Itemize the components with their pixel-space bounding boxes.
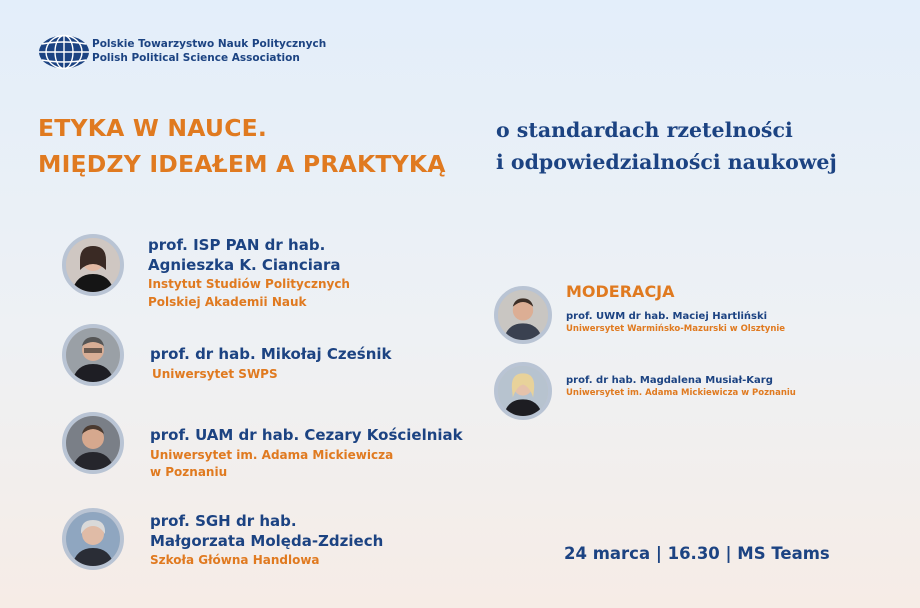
speaker-avatar	[62, 234, 124, 296]
moderator-name: prof. UWM dr hab. Maciej Hartliński	[566, 311, 768, 322]
main-title-line2: MIĘDZY IDEAŁEM A PRAKTYKĄ	[38, 150, 446, 178]
speaker-affiliation: Instytut Studiów Politycznych	[148, 277, 350, 291]
subtitle-line2: i odpowiedzialności naukowej	[496, 150, 837, 174]
speaker-avatar	[62, 412, 124, 474]
speaker-name: prof. UAM dr hab. Cezary Kościelniak	[150, 426, 463, 444]
moderation-heading: MODERACJA	[566, 282, 675, 301]
org-name-pl: Polskie Towarzystwo Nauk Politycznych	[92, 38, 327, 50]
speaker-avatar	[62, 324, 124, 386]
speaker-affiliation: w Poznaniu	[150, 465, 228, 479]
moderator-affiliation: Uniwersytet Warmińsko-Mazurski w Olsztynie	[566, 324, 786, 334]
speaker-name: prof. dr hab. Mikołaj Cześnik	[150, 345, 392, 363]
speaker-affiliation: Polskiej Akademii Nauk	[148, 295, 307, 309]
speaker-affiliation: Szkoła Główna Handlowa	[150, 553, 320, 567]
moderator-affiliation: Uniwersytet im. Adama Mickiewicza w Poznaniu	[566, 388, 796, 398]
org-name-en: Polish Political Science Association	[92, 52, 300, 64]
moderator-avatar	[494, 286, 552, 344]
speaker-avatar	[62, 508, 124, 570]
speaker-name: prof. ISP PAN dr hab.	[148, 236, 326, 254]
speaker-affiliation: Uniwersytet im. Adama Mickiewicza	[150, 448, 394, 462]
globe-icon	[38, 34, 90, 70]
moderator-name: prof. dr hab. Magdalena Musiał-Karg	[566, 375, 773, 386]
subtitle-line1: o standardach rzetelności	[496, 118, 793, 142]
speaker-affiliation: Uniwersytet SWPS	[152, 367, 278, 381]
speaker-name: Agnieszka K. Cianciara	[148, 256, 341, 274]
main-title-line1: ETYKA W NAUCE.	[38, 114, 268, 142]
event-date-time-platform: 24 marca | 16.30 | MS Teams	[564, 544, 830, 563]
moderator-avatar	[494, 362, 552, 420]
speaker-name: prof. SGH dr hab.	[150, 512, 297, 530]
speaker-name: Małgorzata Molęda-Zdziech	[150, 532, 384, 550]
